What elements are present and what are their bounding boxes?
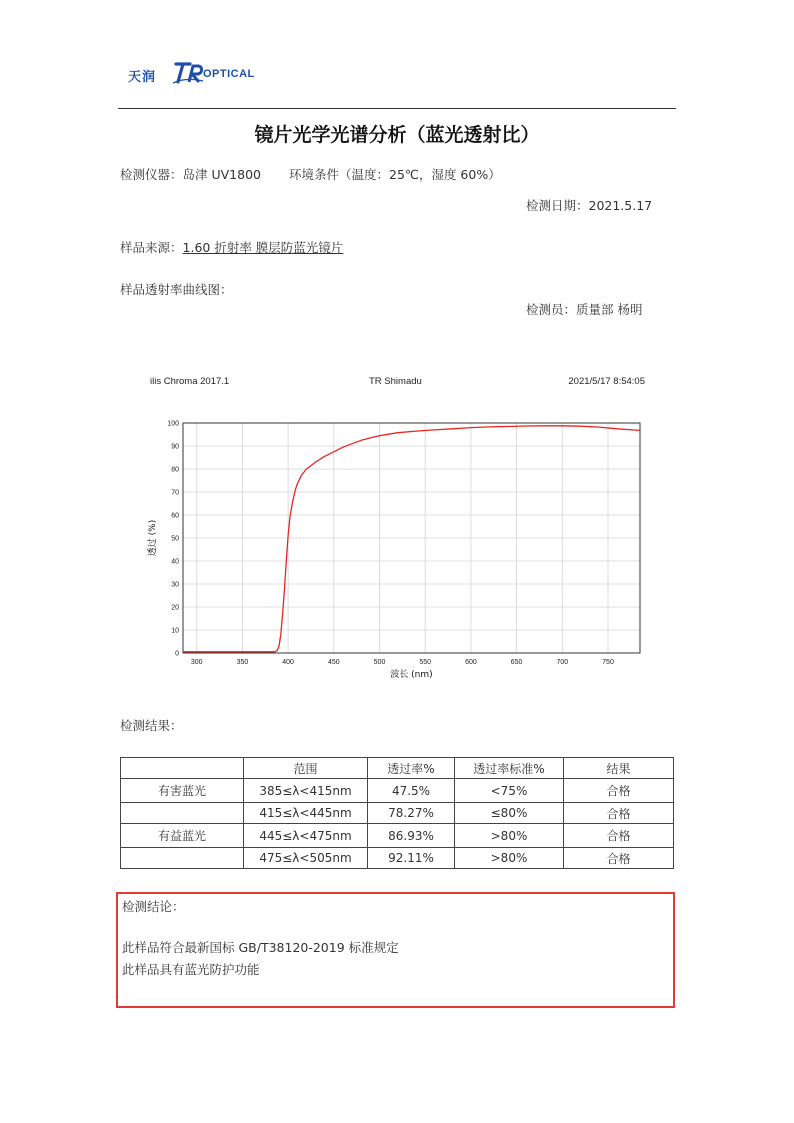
transmittance-curve — [183, 426, 640, 652]
table-cell: 415≤λ<445nm — [244, 803, 368, 824]
y-tick-label: 20 — [171, 604, 179, 612]
x-tick-label: 650 — [510, 659, 523, 666]
chart-timestamp-label: 2021/5/17 8:54:05 — [568, 376, 645, 387]
table-row — [121, 803, 674, 824]
group-label-harmful: 有害蓝光 — [121, 779, 244, 803]
test-date-text: 检测日期：2021.5.17 — [526, 198, 653, 213]
x-axis-label: 波长 (nm) — [390, 670, 433, 680]
y-tick-label: 90 — [171, 443, 179, 451]
table-cell: 92.11% — [368, 848, 455, 869]
conclusion-box — [116, 892, 675, 1008]
y-tick-label: 40 — [171, 558, 179, 566]
curve-label: 样品透射率曲线图： — [120, 282, 233, 297]
y-tick-label: 10 — [171, 627, 179, 635]
tr-logo-icon — [172, 60, 204, 86]
table-cell: 合格 — [564, 779, 674, 803]
x-tick-label: 400 — [282, 659, 294, 666]
x-tick-label: 450 — [327, 659, 340, 666]
y-tick-label: 80 — [171, 466, 179, 474]
x-tick-label: 500 — [373, 659, 386, 666]
logo-chinese: 天润 — [128, 70, 157, 85]
table-row — [121, 824, 674, 848]
y-tick-label: 70 — [171, 489, 179, 497]
environment-text: 环境条件（温度：25℃，湿度 60%） — [289, 167, 501, 182]
group-label-beneficial: 有益蓝光 — [121, 824, 244, 848]
conclusion-line-2: 此样品具有蓝光防护功能 — [122, 962, 260, 977]
chart-operator-label: TR Shimadu — [369, 376, 422, 387]
group-cell-blank — [121, 803, 244, 824]
x-tick-label: 600 — [465, 659, 477, 666]
y-tick-label: 0 — [175, 650, 179, 658]
table-cell: 475≤λ<505nm — [244, 848, 368, 869]
table-header-cell: 结果 — [564, 758, 674, 779]
table-cell: 合格 — [564, 803, 674, 824]
x-tick-label: 300 — [190, 659, 203, 666]
table-cell: 合格 — [564, 824, 674, 848]
table-row — [121, 848, 674, 869]
logo-english: OPTICAL — [203, 68, 255, 80]
x-tick-label: 350 — [236, 659, 249, 666]
table-cell: >80% — [455, 824, 564, 848]
conclusion-line-1: 此样品符合最新国标 GB/T38120-2019 标准规定 — [122, 940, 399, 955]
table-cell: ≤80% — [455, 803, 564, 824]
page-title: 镜片光学光谱分析（蓝光透射比） — [254, 124, 540, 146]
table-cell: 47.5% — [368, 779, 455, 803]
header-divider — [118, 108, 676, 109]
table-cell: >80% — [455, 848, 564, 869]
table-cell: 合格 — [564, 848, 674, 869]
sample-source-line — [120, 238, 343, 256]
table-cell: 78.27% — [368, 803, 455, 824]
y-tick-label: 30 — [171, 581, 179, 589]
group-cell-blank — [121, 848, 244, 869]
instrument-text: 检测仪器：岛津 UV1800 — [120, 167, 261, 182]
table-row — [121, 779, 674, 803]
y-tick-label: 50 — [171, 535, 179, 543]
table-header-cell-blank — [121, 758, 244, 779]
table-cell: 86.93% — [368, 824, 455, 848]
transmittance-chart — [130, 408, 650, 686]
table-header-cell: 范围 — [244, 758, 368, 779]
sample-source-label: 样品来源： — [120, 240, 183, 255]
x-tick-label: 700 — [556, 659, 569, 666]
conclusion-label: 检测结论： — [122, 899, 185, 914]
table-cell: <75% — [455, 779, 564, 803]
table-header-cell: 透过率标准% — [455, 758, 564, 779]
x-tick-label: 750 — [602, 659, 614, 666]
chart-software-label: ilis Chroma 2017.1 — [150, 376, 230, 387]
table-header-row — [121, 758, 674, 779]
results-table — [120, 757, 674, 869]
inspector-text: 检测员：质量部 杨明 — [526, 302, 643, 317]
x-tick-label: 550 — [419, 659, 432, 666]
y-tick-label: 60 — [171, 512, 179, 520]
sample-source-value: 1.60 折射率 膜层防蓝光镜片 — [182, 240, 344, 255]
table-cell: 445≤λ<475nm — [244, 824, 368, 848]
y-axis-label: 透过 (%) — [148, 519, 158, 557]
table-header-cell: 透过率% — [368, 758, 455, 779]
y-tick-label: 100 — [167, 420, 179, 428]
table-cell: 385≤λ<415nm — [244, 779, 368, 803]
results-label: 检测结果： — [120, 718, 183, 733]
